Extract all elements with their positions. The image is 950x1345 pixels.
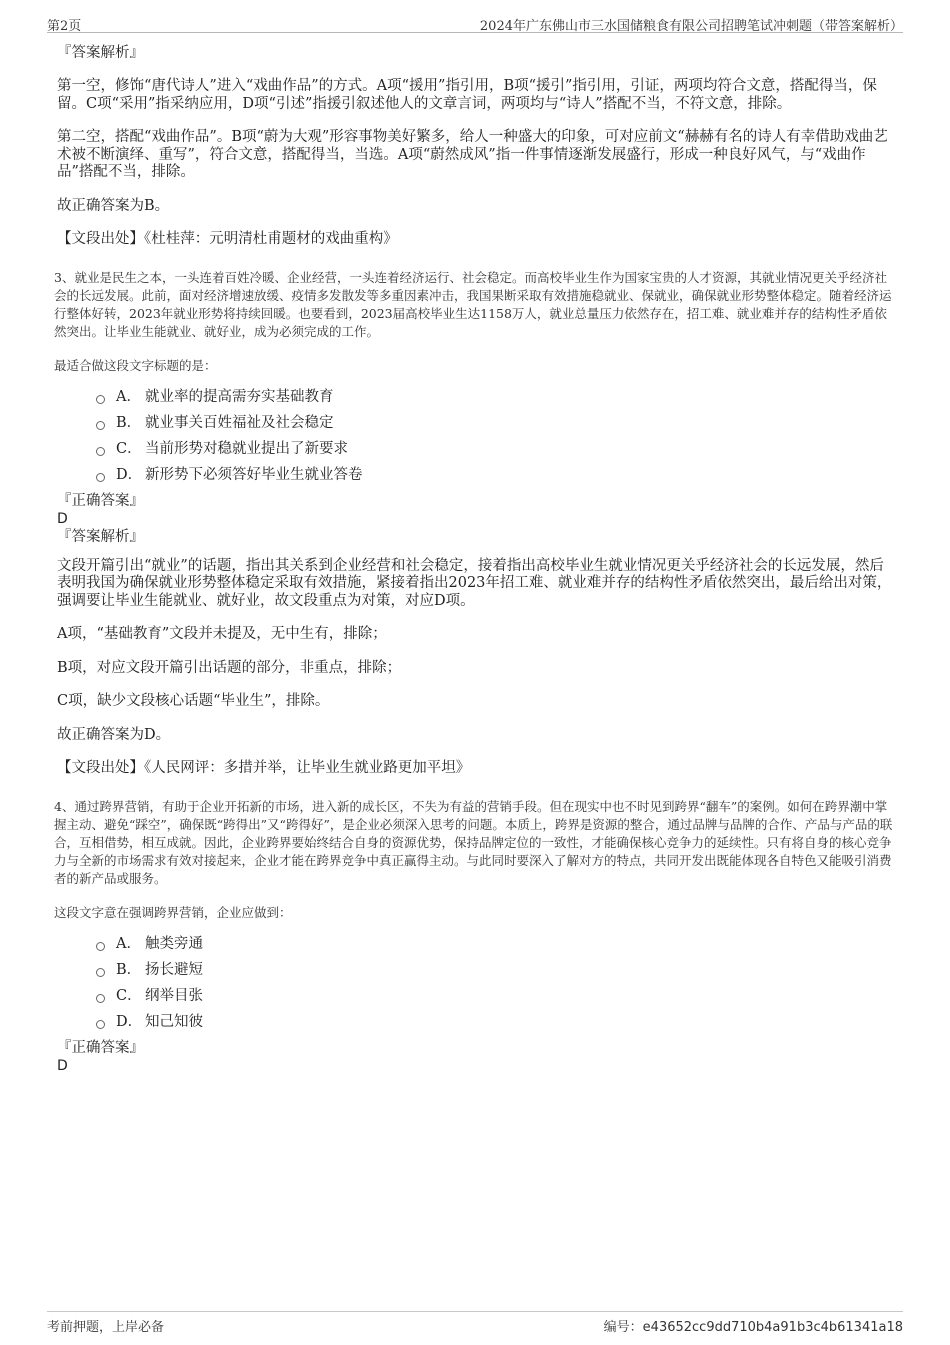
q4-option-c[interactable]: C． 纲举目张 — [96, 983, 893, 1009]
q2-analysis-paragraph-1: 第一空，修饰“唐代诗人”进入“戏曲作品”的方式。A项“援用”指引用，B项“援引”指引用，引证，两项均符合文意，搭配得当，保留。C项“采用”指采纳应用，D项“引述”指援引叙述他人的文章言词，两项均与“诗人”搭配不当，不符文意，排除。 — [57, 78, 877, 112]
q2-analysis-paragraph-2: 第二空，搭配“戏曲作品”。B项“蔚为大观”形容事物美好繁多，给人一种盛大的印象，可对应前文“赫赫有名的诗人有幸借助戏曲艺术被不断演绎、重写”，符合文意，搭配得当，当选。A项“蔚然成风”指一件事情逐渐发展盛行，形成一种良好风气，与“戏曲作品”搭配不当，排除。 — [57, 129, 888, 180]
q3-option-b[interactable]: B． 就业事关百姓福祉及社会稳定 — [96, 410, 893, 436]
q2-source: 【文段出处】《杜桂萍：元明清杜甫题材的戏曲重构》 — [57, 231, 398, 247]
q3-option-a[interactable]: A． 就业率的提高需夯实基础教育 — [96, 384, 893, 410]
radio-button-icon[interactable] — [96, 994, 105, 1003]
q3-analysis-paragraph-1: 文段开篇引出“就业”的话题，指出其关系到企业经营和社会稳定，接着指出高校毕业生就业情况更关乎经济社会的长远发展，然后表明我国为确保就业形势整体稳定采取有效措施，紧接着指出2023年招工难、就业难并存的结构性矛盾依然突出，最后给出对策，强调要让毕业生能就业、就好业，故文段重点为对策，对应D项。 — [57, 557, 892, 609]
page-footer — [47, 1311, 903, 1334]
q4-question: 这段文字意在强调跨界营销，企业应做到： — [54, 904, 292, 920]
q3-options — [96, 384, 893, 488]
q3-option-d[interactable]: D． 新形势下必须答好毕业生就业答卷 — [96, 462, 893, 488]
q4-correct-answer: D — [57, 1057, 68, 1074]
page-number: 第2页 — [47, 19, 82, 34]
footer-slogan: 考前押题，上岸必备 — [47, 1320, 165, 1335]
radio-button-icon[interactable] — [96, 447, 105, 456]
document-title: 2024年广东佛山市三水国储粮食有限公司招聘笔试冲刺题（带答案解析） — [479, 19, 903, 34]
page-header — [47, 12, 903, 33]
q3-source: 【文段出处】《人民网评：多措并举，让毕业生就业路更加平坦》 — [57, 760, 471, 776]
q3-correct-label: 『正确答案』 — [57, 492, 144, 509]
document-body — [54, 44, 893, 1075]
radio-button-icon[interactable] — [96, 473, 105, 482]
q3-option-c[interactable]: C． 当前形势对稳就业提出了新要求 — [96, 436, 893, 462]
radio-button-icon[interactable] — [96, 421, 105, 430]
q3-correct-answer: D — [57, 510, 68, 527]
q3-analysis-label: 『答案解析』 — [57, 528, 144, 545]
q2-analysis-label: 『答案解析』 — [57, 45, 144, 61]
q3-question: 最适合做这段文字标题的是： — [54, 357, 217, 373]
q3-analysis-paragraph-2: A项，“基础教育”文段并未提及，无中生有，排除； — [57, 626, 387, 642]
q3-analysis-paragraph-4: C项，缺少文段核心话题“毕业生”，排除。 — [57, 693, 330, 709]
q4-stem: 4、通过跨界营销，有助于企业开拓新的市场，进入新的成长区，不失为有益的营销手段。但在现实中也不时见到跨界“翻车”的案例。如何在跨界潮中掌握主动、避免“踩空”，确保既“跨得出”又“跨得好”，是企业必须深入思考的问题。本质上，跨界是资源的整合，通过品牌与品牌的合作、产品与产品的联合，互相借势，相互成就。因此，企业跨界要始终结合自身的资源优势，保持品牌定位的一致性，才能确保核心竞争力的延续性。只有将自身的核心竞争力与全新的市场需求有效对接起来，企业才能在跨界竞争中真正赢得主动。与此同时要深入了解对方的特点，共同开发出既能体现各自特色又能吸引消费者的新产品或服务。 — [54, 798, 893, 886]
q3-stem: 3、就业是民生之本，一头连着百姓冷暖、企业经营，一头连着经济运行、社会稳定。而高校毕业生作为国家宝贵的人才资源，其就业情况更关乎经济社会的长远发展。此前，面对经济增速放缓、疫情多发散发等多重因素冲击，我国果断采取有效措施稳就业、保就业，确保就业形势整体稳定。随着经济运行整体好转，2023年就业形势将持续回暖。也要看到，2023届高校毕业生达1158万人，就业总量压力依然存在，招工难、就业难并存的结构性矛盾依然突出。让毕业生能就业、就好业，成为必须完成的工作。 — [54, 269, 892, 339]
q3-analysis-paragraph-3: B项，对应文段开篇引出话题的部分，非重点，排除； — [57, 659, 402, 676]
radio-button-icon[interactable] — [96, 1020, 105, 1029]
radio-button-icon[interactable] — [96, 395, 105, 404]
radio-button-icon[interactable] — [96, 942, 105, 951]
q4-option-a[interactable]: A． 触类旁通 — [96, 931, 893, 957]
radio-button-icon[interactable] — [96, 968, 105, 977]
q2-conclusion: 故正确答案为B。 — [57, 197, 170, 214]
document-code: 编号：e43652cc9dd710b4a91b3c4b61341a18 — [603, 1320, 903, 1335]
q3-conclusion: 故正确答案为D。 — [57, 726, 171, 743]
q4-correct-label: 『正确答案』 — [57, 1039, 144, 1056]
q4-options — [96, 931, 893, 1035]
q4-option-b[interactable]: B． 扬长避短 — [96, 957, 893, 983]
q4-option-d[interactable]: D． 知己知彼 — [96, 1009, 893, 1035]
